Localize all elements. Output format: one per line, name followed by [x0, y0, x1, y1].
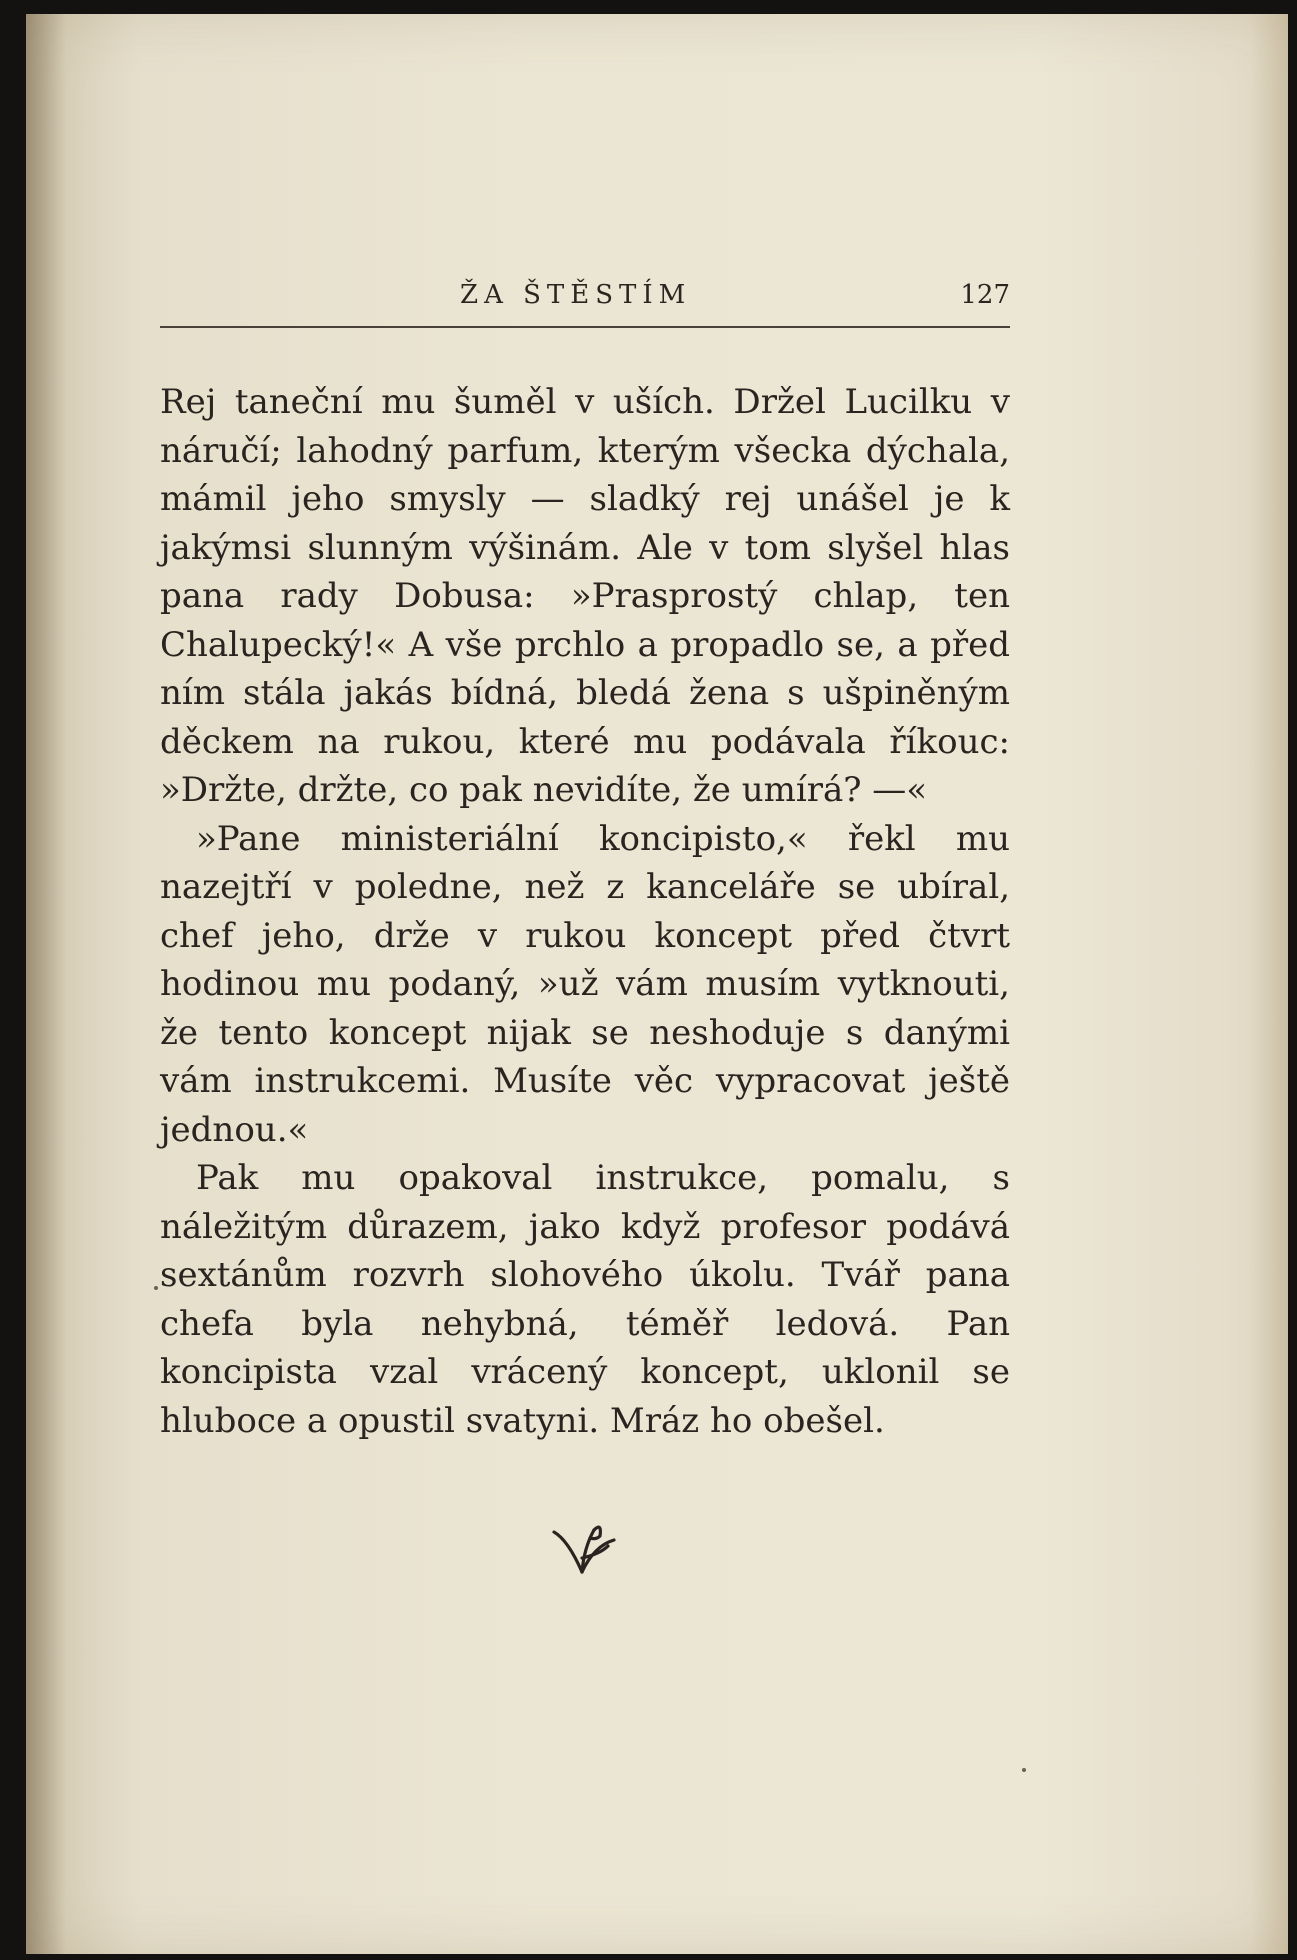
page-gutter-shadow: [26, 14, 66, 1954]
page-speck: [154, 1286, 158, 1290]
running-header: [160, 280, 1010, 320]
paragraph-3: Pak mu opakoval instrukce, pomalu, s náležitým důrazem, jako když profesor podává sextánům rozvrh slohového úkolu. Tvář pana chefa byla nehybná, téměř ledová. Pan koncipista vzal vrácený koncept, uklonil se hluboce a opustil svatyni. Mráz ho obešel.: [160, 1158, 1010, 1441]
floral-vignette-icon: [544, 1510, 624, 1590]
page-speck: [1022, 1768, 1026, 1772]
running-title: ŽA ŠTĚSTÍM: [460, 280, 692, 310]
page-number: 127: [960, 280, 1010, 310]
paragraph-2: »Pane ministeriální koncipisto,« řekl mu nazejtří v poledne, než z kanceláře se ubíral, chef jeho, drže v rukou koncept před čtvrt hodinou mu podaný, »už vám musím vytknouti, že tento koncept nijak se neshoduje s danými vám instrukcemi. Musíte věc vypracovat ještě jednou.«: [160, 818, 1010, 1150]
header-rule: [160, 326, 1010, 328]
body-text: [160, 378, 1010, 1445]
paragraph-1: Rej taneční mu šuměl v uších. Držel Lucilku v náručí; lahodný parfum, kterým všecka dýchala, mámil jeho smysly — sladký rej unášel je k jakýmsi slunným výšinám. Ale v tom slyšel hlas pana rady Dobusa: »Prasprostý chlap, ten Chalupecký!« A vše prchlo a propadlo se, a před ním stála jakás bídná, bledá žena s ušpiněným děckem na rukou, které mu podávala říkouc: »Držte, držte, co pak nevidíte, že umírá? —«: [160, 382, 1010, 810]
